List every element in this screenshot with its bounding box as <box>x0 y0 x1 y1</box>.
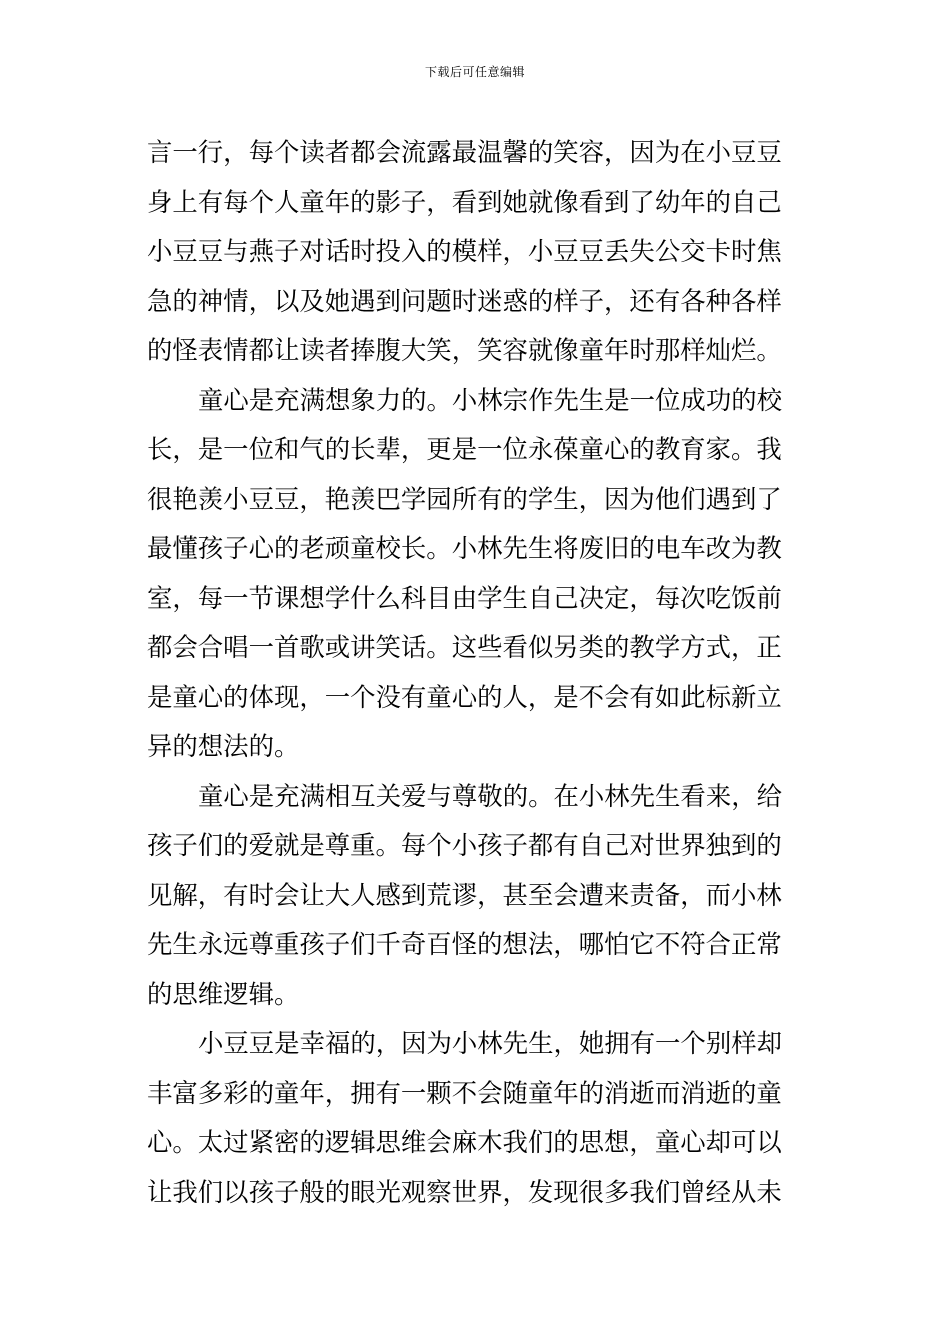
text-line: 孩子们的爱就是尊重。每个小孩子都有自己对世界独到的 <box>147 830 782 860</box>
text-line: 很艳羡小豆豆，艳羡巴学园所有的学生，因为他们遇到了 <box>147 483 782 514</box>
paragraph-2 <box>147 376 807 772</box>
text-line: 都会合唱一首歌或讲笑话。这些看似另类的教学方式，正 <box>147 632 782 662</box>
text-line-indented: 童心是充满相互关爱与尊敬的。在小林先生看来，给 <box>198 780 782 811</box>
text-line: 小豆豆与燕子对话时投入的模样，小豆豆丢失公交卡时焦 <box>147 236 782 266</box>
text-line: 先生永远尊重孩子们千奇百怪的想法，哪怕它不符合正常 <box>147 929 782 959</box>
text-line: 言一行，每个读者都会流露最温馨的笑容，因为在小豆豆 <box>147 137 782 167</box>
text-line: 最懂孩子心的老顽童校长。小林先生将废旧的电车改为教 <box>147 533 782 563</box>
text-line: 丰富多彩的童年，拥有一颗不会随童年的消逝而消逝的童 <box>147 1077 782 1108</box>
text-line: 的怪表情都让读者捧腹大笑，笑容就像童年时那样灿烂。 <box>147 335 782 365</box>
text-line: 见解，有时会让大人感到荒谬，甚至会遭来责备，而小林 <box>147 879 782 910</box>
paragraph-4 <box>147 1019 807 1217</box>
text-line: 心。太过紧密的逻辑思维会麻木我们的思想，童心却可以 <box>147 1127 782 1157</box>
page-header: 下载后可任意编辑 <box>424 65 525 79</box>
paragraph-3 <box>147 772 807 1020</box>
paragraph-1 <box>147 128 807 376</box>
text-line: 急的神情，以及她遇到问题时迷惑的样子，还有各种各样 <box>147 285 782 316</box>
text-line-indented: 童心是充满想象力的。小林宗作先生是一位成功的校 <box>198 384 782 415</box>
document-body <box>147 128 807 1217</box>
text-line: 室，每一节课想学什么科目由学生自己决定，每次吃饭前 <box>147 582 782 613</box>
text-line-indented: 小豆豆是幸福的，因为小林先生，她拥有一个别样却 <box>198 1028 782 1058</box>
text-line: 异的想法的。 <box>147 731 300 761</box>
text-line: 身上有每个人童年的影子，看到她就像看到了幼年的自己 <box>147 186 782 217</box>
text-line: 是童心的体现，一个没有童心的人，是不会有如此标新立 <box>147 681 782 712</box>
text-line: 的思维逻辑。 <box>147 978 300 1009</box>
text-line: 让我们以孩子般的眼光观察世界，发现很多我们曾经从未 <box>147 1176 782 1207</box>
text-line: 长，是一位和气的长辈，更是一位永葆童心的教育家。我 <box>147 434 782 464</box>
